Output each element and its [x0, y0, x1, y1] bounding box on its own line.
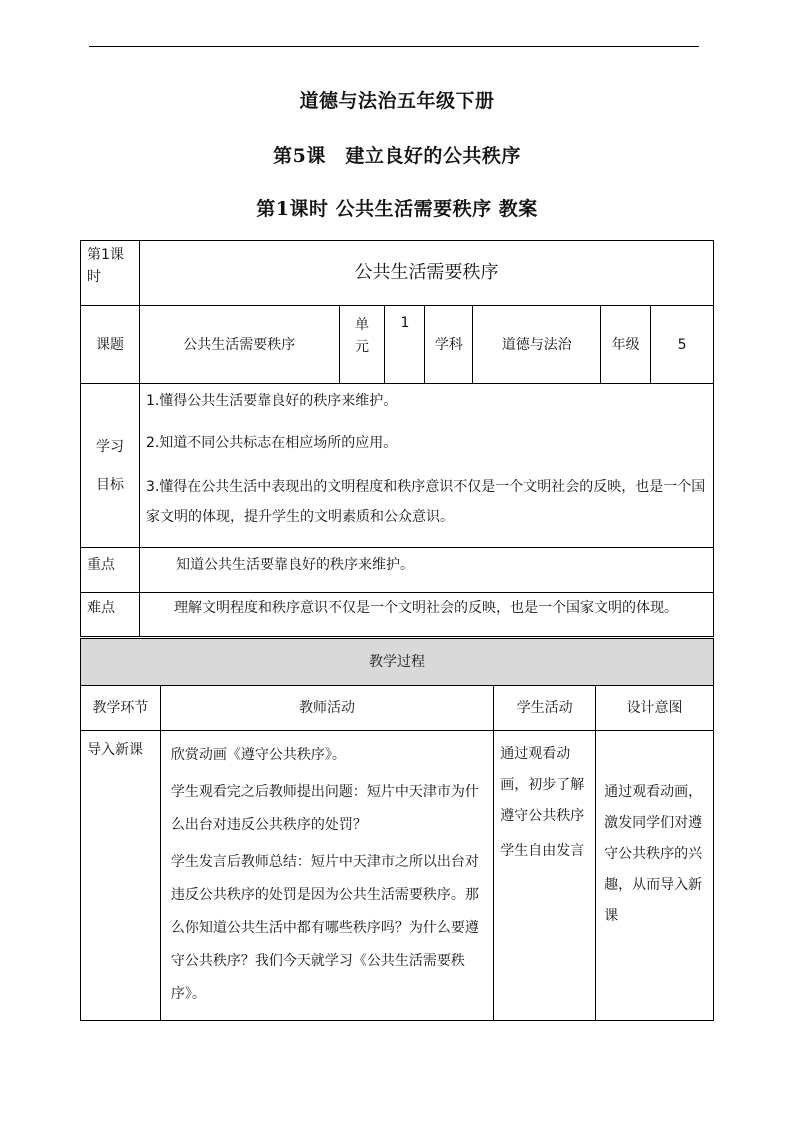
topic-value: 公共生活需要秩序	[139, 306, 339, 384]
topic-label: 课题	[81, 306, 140, 384]
goal-item: 1.懂得公共生活要靠良好的秩序来维护。	[145, 393, 398, 409]
lesson-period-label: 第1课时	[81, 241, 140, 306]
subject-value: 道德与法治	[473, 306, 601, 384]
student-activity-cell	[494, 731, 596, 1021]
col-header-student: 学生活动	[494, 686, 596, 731]
key-point-value: 知道公共生活要靠良好的秩序来维护。	[139, 548, 713, 593]
goals-list	[139, 384, 713, 548]
col-header-intent: 设计意图	[596, 686, 714, 731]
unit-label: 单元	[339, 306, 385, 384]
teacher-step: 欣赏动画《遵守公共秩序》。	[170, 747, 346, 763]
goals-label: 学习目标	[81, 384, 140, 548]
grade-value: 5	[651, 306, 714, 384]
header-rule	[89, 46, 699, 47]
period-title: 第1课时 公共生活需要秩序 教案	[256, 198, 538, 220]
teacher-step: 学生观看完之后教师提出问题：短片中天津市为什么出台对违反公共秩序的处罚？	[170, 784, 479, 833]
lesson-info-table	[80, 240, 714, 637]
teaching-process-table	[80, 638, 714, 1021]
col-header-teacher: 教师活动	[160, 686, 493, 731]
key-point-label: 重点	[81, 548, 140, 593]
book-title: 道德与法治五年级下册	[299, 90, 495, 112]
goal-item: 2.知道不同公共标志在相应场所的应用。	[145, 435, 398, 451]
col-header-stage: 教学环节	[81, 686, 161, 731]
student-step: 通过观看动画，初步了解遵守公共秩序	[500, 746, 585, 824]
goal-item: 3.懂得在公共生活中表现出的文明程度和秩序意识不仅是一个文明社会的反映，也是一个国家文明的体现，提升学生的文明素质和公众意识。	[145, 479, 706, 525]
difficulty-label: 难点	[81, 593, 140, 637]
grade-label: 年级	[601, 306, 651, 384]
lesson-topic-heading: 公共生活需要秩序	[139, 241, 713, 306]
student-step: 学生自由发言	[500, 843, 585, 859]
teacher-step: 学生发言后教师总结：短片中天津市之所以出台对违反公共秩序的处罚是因为公共生活需要秩序。那么你知道公共生活中都有哪些秩序吗？为什么要遵守公共秩序？我们今天就学习《公共生活需要秩序》。	[170, 854, 479, 1002]
lesson-title: 第5课 建立良好的公共秩序	[273, 145, 521, 167]
unit-value: 1	[385, 306, 425, 384]
stage-cell: 导入新课	[81, 731, 161, 1021]
subject-label: 学科	[425, 306, 473, 384]
design-intent-cell: 通过观看动画，激发同学们对遵守公共秩序的兴趣，从而导入新课	[596, 731, 714, 1021]
teacher-activity-cell	[160, 731, 493, 1021]
difficulty-value: 理解文明程度和秩序意识不仅是一个文明社会的反映，也是一个国家文明的体现。	[139, 593, 713, 637]
process-heading: 教学过程	[81, 639, 714, 686]
